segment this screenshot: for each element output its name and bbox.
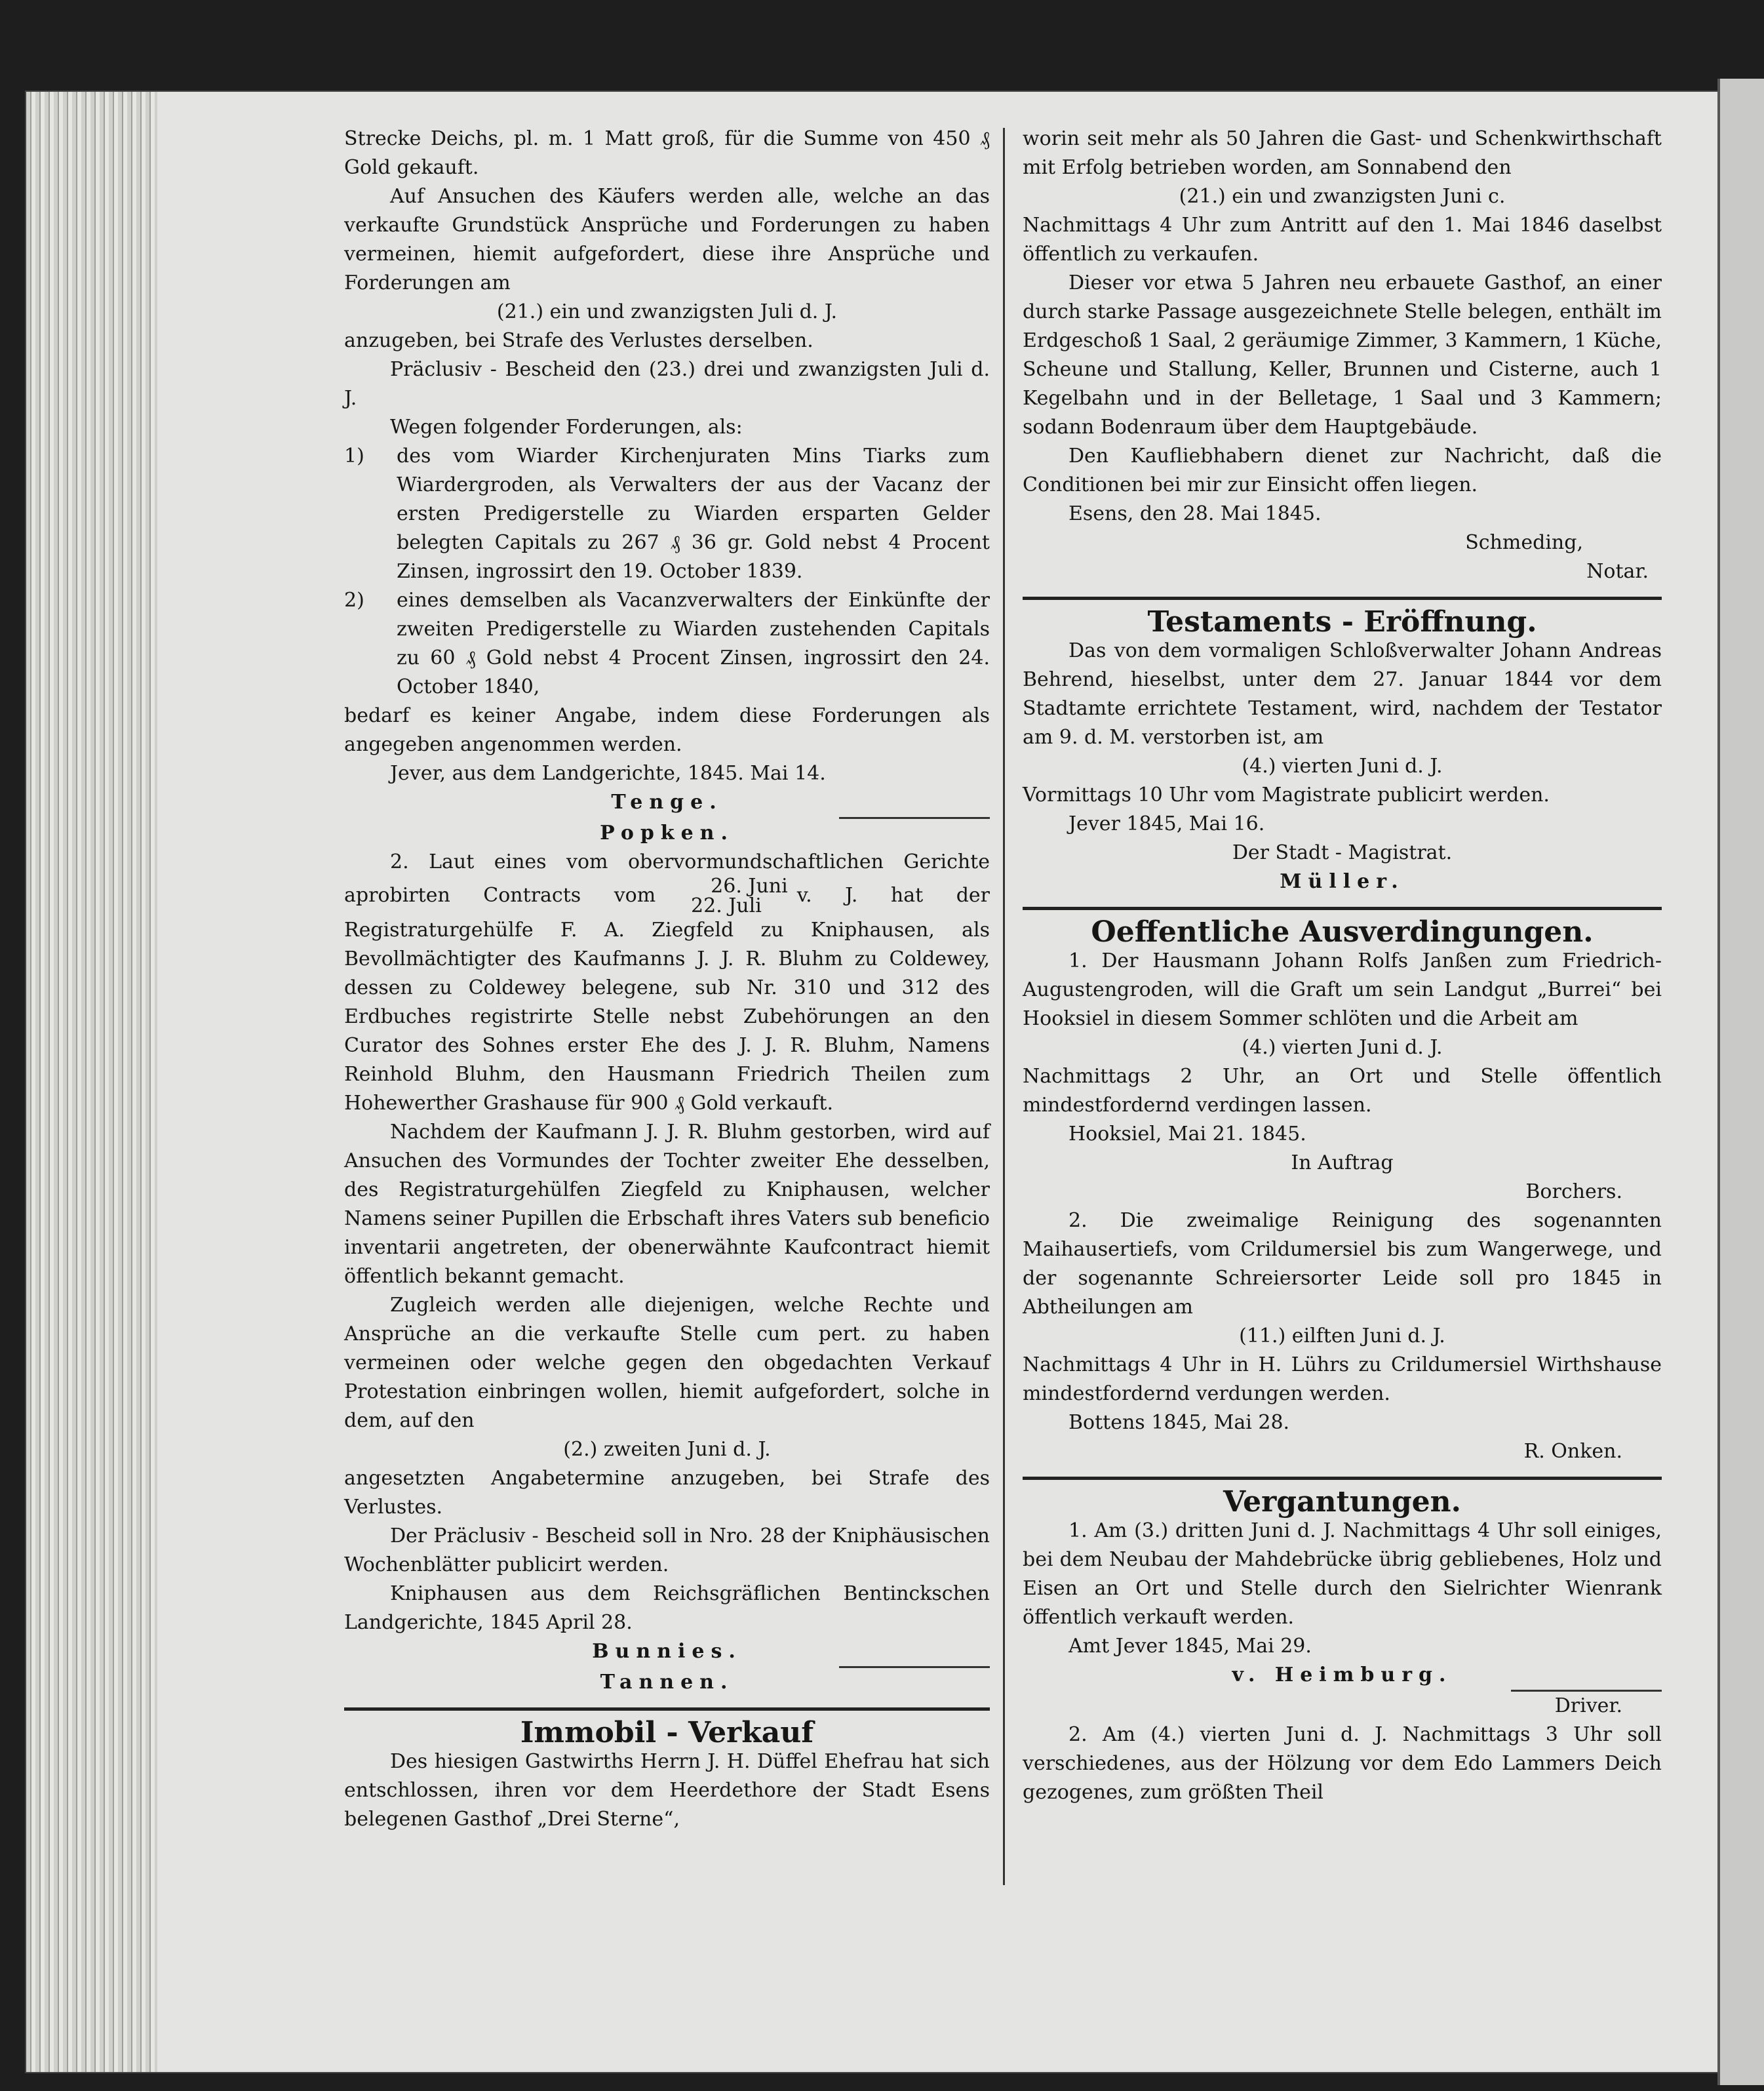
- text: Das von dem vormaligen Schloßverwalter Johann Andreas Behrend, hieselbst, unter dem 27. Januar 1844 vor dem Stadtamte errichtete Testament, wird, nachdem der Testator am 9. d. M. verstorben ist, am: [1023, 639, 1662, 749]
- text: worin seit mehr als 50 Jahren die Gast- und Schenkwirthschaft mit Erfolg betrieben worden, am Sonnabend den: [1023, 127, 1662, 179]
- signature: Borchers.: [1525, 1180, 1622, 1203]
- text: Strecke Deichs, pl. m. 1 Matt groß, für die Summe von 450 ₰ Gold gekauft.: [344, 127, 990, 179]
- text: Nachdem der Kaufmann J. J. R. Bluhm gestorben, wird auf Ansuchen des Vormundes der Tochter zweiter Ehe desselben, des Registraturgehülfen Ziegfeld zu Kniphausen, welcher Namens seiner Pupillen die Erbschaft ihres Vaters sub beneficio inventarii angetreten, der obenerwähnte Kaufcontract hiemit öffentlich bekannt gemacht.: [344, 1121, 990, 1288]
- signature: Tannen.: [600, 1671, 734, 1694]
- text-part: v. J. hat der Registraturgehülfe F. A. Ziegfeld zu Kniphausen, als Bevollmächtigter des Kaufmanns J. J. R. Bluhm zu Coldewey, dessen zu Coldewey belegene, sub Nr. 310 und 312 des Erdbuches registrirte Stelle nebst Zubehörungen an den Curator des Sohnes erster Ehe des J. J. R. Bluhm, Namens Reinhold Bluhm, den Hausmann Friedrich Theilen zum Hohewerther Grashause für 900 ₰ Gold verkauft.: [344, 884, 990, 1115]
- text-part: 2. Laut eines vom obervormundschaftlichen Gerichte aprobirten Contracts vom: [344, 850, 990, 907]
- text: Amt Jever 1845, Mai 29.: [1068, 1635, 1312, 1658]
- text: Wegen folgender Forderungen, als:: [390, 416, 743, 439]
- text: Nachmittags 4 Uhr zum Antritt auf den 1. Mai 1846 daselbst öffentlich zu verkaufen.: [1023, 214, 1662, 266]
- column-divider: [1003, 128, 1005, 1885]
- text: Des hiesigen Gastwirths Herrn J. H. Düffel Ehefrau hat sich entschlossen, ihren vor dem Heerdethore der Stadt Esens belegenen Gasthof „Drei Sterne“,: [344, 1750, 990, 1831]
- text: bedarf es keiner Angabe, indem diese Forderungen als angegeben angenommen werden.: [344, 704, 990, 756]
- date-fraction: [665, 877, 788, 916]
- page-edges: [26, 92, 157, 2072]
- item-text: eines demselben als Vacanzverwalters der Einkünfte der zweiten Predigerstelle zu Wiarden zustehenden Capitals zu 60 ₰ Gold nebst 4 Procent Zinsen, ingrossirt den 24. October 1840,: [397, 589, 990, 698]
- signature: Müller.: [1280, 870, 1405, 893]
- text: 1. Der Hausmann Johann Rolfs Janßen zum Friedrich-Augustengroden, will die Graft um sein Landgut „Burrei“ bei Hooksiel in diesem Sommer schlöten und die Arbeit am: [1023, 949, 1662, 1030]
- text: Präclusiv - Bescheid den (23.) drei und zwanzigsten Juli d. J.: [344, 358, 990, 410]
- left-column: [344, 125, 990, 1834]
- section-heading: Oeffentliche Ausverdingungen.: [1091, 915, 1594, 949]
- facing-page: [1717, 79, 1764, 2085]
- text: Jever, aus dem Landgerichte, 1845. Mai 14.: [390, 762, 826, 785]
- date-line: (21.) ein und zwanzigsten Juli d. J.: [496, 300, 838, 323]
- signature: Popken.: [600, 822, 734, 845]
- signature: Driver.: [1554, 1694, 1622, 1717]
- signature: In Auftrag: [1291, 1151, 1394, 1174]
- fraction-top: 26. Juni: [711, 875, 788, 898]
- section-rule: [1023, 907, 1662, 910]
- signature: Notar.: [1586, 560, 1649, 583]
- text: 2. Am (4.) vierten Juni d. J. Nachmittags 3 Uhr soll verschiedenes, aus der Hölzung vor dem Edo Lammers Deich gezogenes, zum größten Theil: [1023, 1723, 1662, 1804]
- text: Hooksiel, Mai 21. 1845.: [1068, 1123, 1306, 1145]
- signature: Tenge.: [611, 791, 723, 814]
- section-rule: [1023, 1477, 1662, 1480]
- date-line: (21.) ein und zwanzigsten Juni c.: [1179, 185, 1506, 208]
- section-heading: Vergantungen.: [1223, 1485, 1461, 1519]
- item-text: des vom Wiarder Kirchenjuraten Mins Tiarks zum Wiardergroden, als Verwalters der aus der Vacanz der ersten Predigerstelle zu Wiarden ersparten Gelder belegten Capitals zu 267 ₰ 36 gr. Gold nebst 4 Procent Zinsen, ingrossirt den 19. October 1839.: [397, 445, 990, 583]
- text: angesetzten Angabetermine anzugeben, bei Strafe des Verlustes.: [344, 1467, 990, 1519]
- section-heading: Immobil - Verkauf: [520, 1716, 814, 1749]
- signature: Der Stadt - Magistrat.: [1232, 841, 1453, 864]
- text: Nachmittags 4 Uhr in H. Lührs zu Crildumersiel Wirthshause mindestfordernd verdungen werden.: [1023, 1353, 1662, 1405]
- list-item: [344, 442, 990, 586]
- item-number: 2): [344, 589, 364, 612]
- right-column: [1023, 125, 1662, 1807]
- date-line: (11.) eilften Juni d. J.: [1239, 1324, 1445, 1347]
- text: Nachmittags 2 Uhr, an Ort und Stelle öffentlich mindestfordernd verdingen lassen.: [1023, 1065, 1662, 1117]
- text: Den Kaufliebhabern dienet zur Nachricht, daß die Conditionen bei mir zur Einsicht offen liegen.: [1023, 445, 1662, 496]
- text: Bottens 1845, Mai 28.: [1068, 1411, 1290, 1434]
- text: 1. Am (3.) dritten Juni d. J. Nachmittags 4 Uhr soll einiges, bei dem Neubau der Mahdebrücke übrig gebliebenes, Holz und Eisen an Ort und Stelle durch den Sielrichter Wienrank öffentlich verkauft werden.: [1023, 1519, 1662, 1629]
- signature: R. Onken.: [1523, 1440, 1622, 1463]
- text: [344, 848, 990, 1118]
- text: Esens, den 28. Mai 1845.: [1068, 502, 1322, 525]
- section-rule: [344, 1707, 990, 1711]
- text: Der Präclusiv - Bescheid soll in Nro. 28 der Kniphäusischen Wochenblätter publicirt werden.: [344, 1524, 990, 1576]
- fraction-bottom: 22. Juli: [691, 894, 762, 917]
- signature: Schmeding,: [1465, 531, 1583, 554]
- text: 2. Die zweimalige Reinigung des sogenannten Maihausertiefs, vom Crildumersiel bis zum Wangerwege, und der sogenannte Schreiersorter Leide soll pro 1845 in Abtheilungen am: [1023, 1209, 1662, 1319]
- date-line: (2.) zweiten Juni d. J.: [563, 1438, 771, 1461]
- text: Vormittags 10 Uhr vom Magistrate publicirt werden.: [1023, 784, 1550, 807]
- item-number: 1): [344, 445, 364, 468]
- text: anzugeben, bei Strafe des Verlustes derselben.: [344, 329, 813, 352]
- signature: Bunnies.: [592, 1640, 742, 1663]
- text: Zugleich werden alle diejenigen, welche Rechte und Ansprüche an die verkaufte Stelle cum pert. zu haben vermeinen oder welche gegen den obgedachten Verkauf Protestation einbringen wollen, hiemit aufgefordert, solche in dem, auf den: [344, 1294, 990, 1432]
- text: Auf Ansuchen des Käufers werden alle, welche an das verkaufte Grundstück Ansprüche und Forderungen zu haben vermeinen, hiemit aufgefordert, diese ihre Ansprüche und Forderungen am: [344, 185, 990, 294]
- date-line: (4.) vierten Juni d. J.: [1242, 1036, 1443, 1059]
- section-heading: Testaments - Eröffnung.: [1147, 605, 1537, 639]
- text: Kniphausen aus dem Reichsgräflichen Bentinckschen Landgerichte, 1845 April 28.: [344, 1582, 990, 1634]
- list-item: [344, 586, 990, 702]
- text: Dieser vor etwa 5 Jahren neu erbauete Gasthof, an einer durch starke Passage ausgezeichnete Stelle belegen, enthält im Erdgeschoß 1 Saal, 2 geräumige Zimmer, 3 Kammern, 1 Küche, Scheune und Stallung, Keller, Brunnen und Cisterne, auch 1 Kegelbahn und in der Belletage, 1 Saal und 3 Kammern; sodann Bodenraum über dem Hauptgebäude.: [1023, 271, 1662, 439]
- signature: v. Heimburg.: [1232, 1663, 1453, 1686]
- date-line: (4.) vierten Juni d. J.: [1242, 755, 1443, 778]
- text: Jever 1845, Mai 16.: [1068, 812, 1265, 835]
- section-rule: [1023, 597, 1662, 600]
